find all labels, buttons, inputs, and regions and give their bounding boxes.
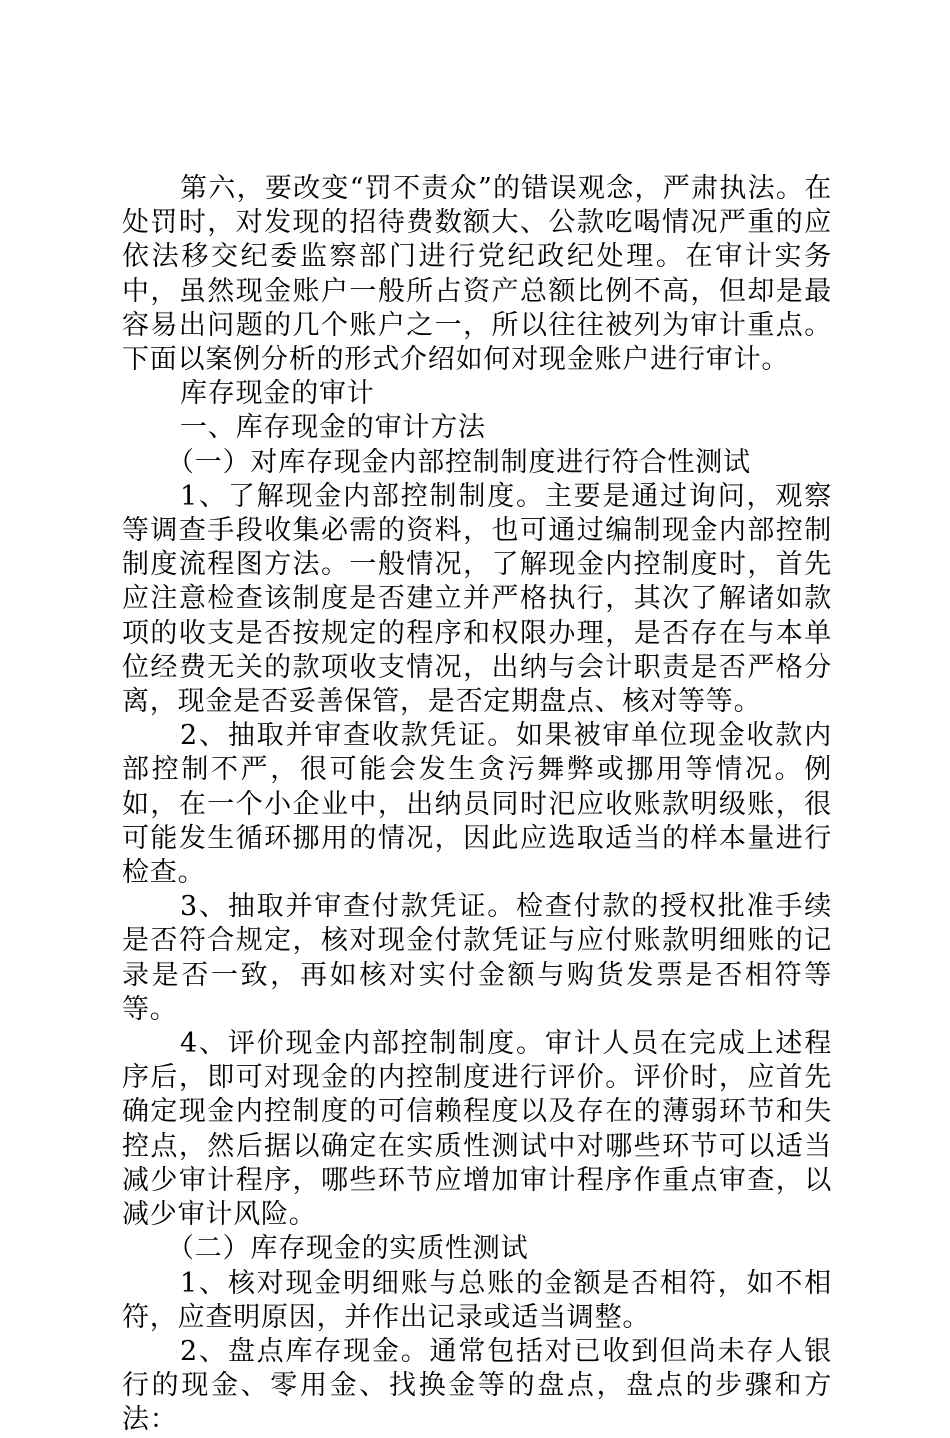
paragraph-item-2-count-cash: 2、盘点库存现金。通常包括对已收到但尚未存人银行的现金、零用金、找换金等的盘点，盘点的步骤和方法： bbox=[122, 1335, 832, 1436]
document-page bbox=[122, 172, 832, 1438]
subsection-heading-compliance-test: （一）对库存现金内部控制制度进行符合性测试 bbox=[167, 446, 751, 478]
paragraph-item-2-receipt-vouchers: 2、抽取并审查收款凭证。如果被审单位现金收款内部控制不严，很可能会发生贪污舞弊或挪用等情况。例如，在一个小企业中，出纳员同时汜应收账款明级账，很可能发生循环挪用的情况，因此应选取适当的样本量进行检查。 bbox=[122, 720, 832, 889]
paragraph-item-3-payment-vouchers: 3、抽取并审查付款凭证。检查付款的授权批准手续是否符合规定，核对现金付款凭证与应付账款明细账的记录是否一致，再如核对实付金额与购货发票是否相符等等。 bbox=[122, 891, 832, 1025]
section-title-cash-audit: 库存现金的审计 bbox=[180, 378, 375, 410]
paragraph-item-1-internal-control: 1、了解现金内部控制制度。主要是通过询问，观察等调查手段收集必需的资料，也可通过编制现金内部控制制度流程图方法。一般情况，了解现金内控制度时，首先应注意检查该制度是否建立并严格执行，其次了解诸如款项的收支是否按规定的程序和权限办理，是否存在与本单位经费无关的款项收支情况，出纳与会计职责是否严格分离，现金是否妥善保管，是否定期盘点、核对等等。 bbox=[122, 480, 832, 718]
paragraph-item-1-reconcile-ledger: 1、核对现金明细账与总账的金额是否相符，如不相符，应查明原因，并作出记录或适当调整。 bbox=[122, 1267, 832, 1333]
section-heading-audit-methods: 一、库存现金的审计方法 bbox=[180, 412, 486, 444]
paragraph-sixth-point: 第六，要改变“罚不责众”的错误观念，严肃执法。在处罚时，对发现的招待费数额大、公款吃喝情况严重的应依法移交纪委监察部门进行党纪政纪处理。在审计实务中，虽然现金账户一般所占资产总额比例不高，但却是最容易出问题的几个账户之一，所以往往被列为审计重点。下面以案例分析的形式介绍如何对现金账户进行审计。 bbox=[122, 173, 832, 376]
subsection-heading-substantive-test: （二）库存现金的实质性测试 bbox=[167, 1233, 529, 1265]
paragraph-item-4-evaluate-control: 4、评价现金内部控制制度。审计人员在完成上述程序后，即可对现金的内控制度进行评价。评价时，应首先确定现金内控制度的可信赖程度以及存在的薄弱环节和失控点，然后据以确定在实质性测试中对哪些环节可以适当减少审计程序，哪些环节应增加审计程序作重点审查，以减少审计风险。 bbox=[122, 1028, 832, 1231]
